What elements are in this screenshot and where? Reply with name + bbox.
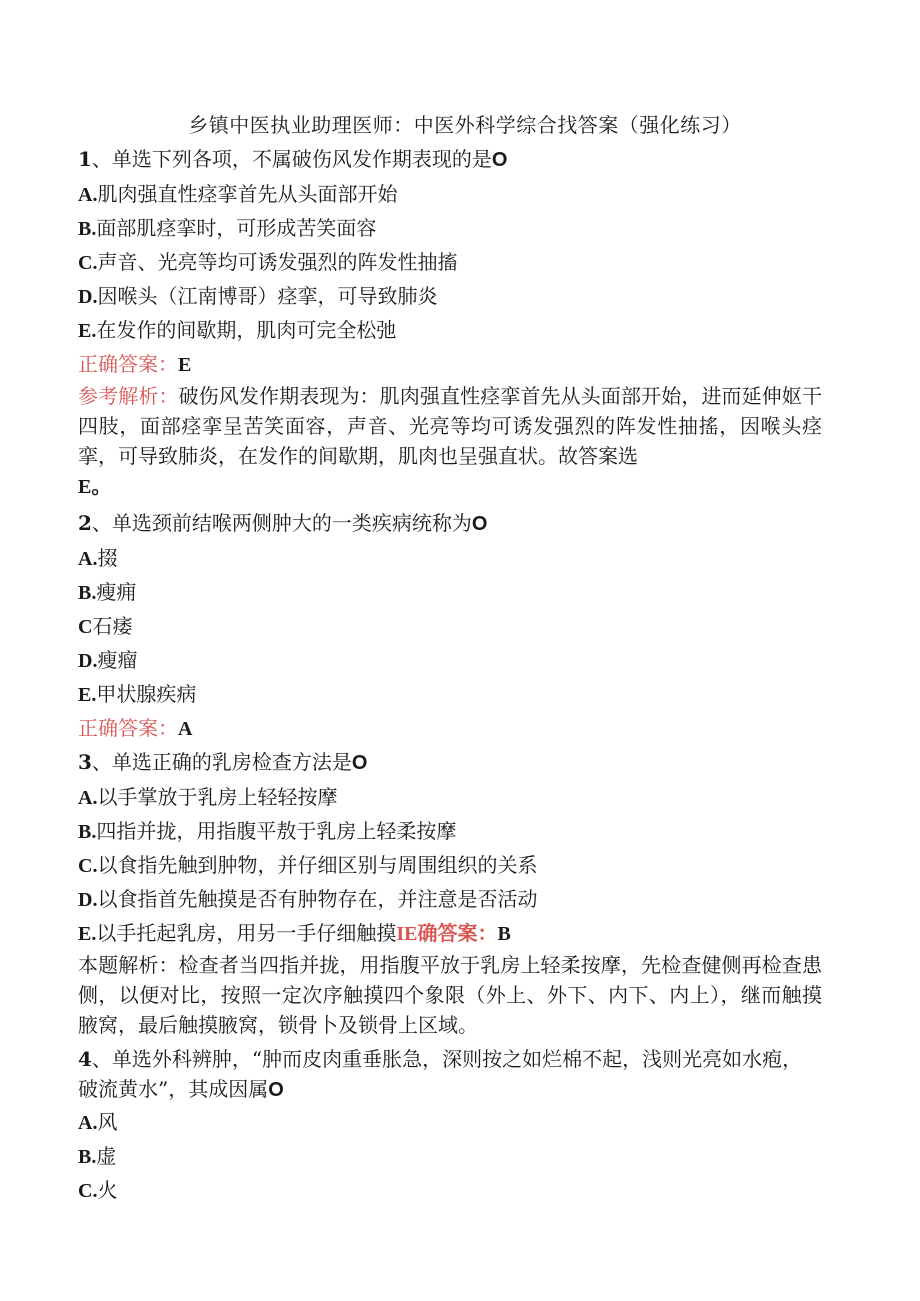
question-stem: [78, 506, 822, 541]
option-text: 肌肉强直性痉挛首先从头面部开始: [97, 182, 398, 206]
option-c: [78, 245, 822, 279]
option-text: 瘦瘤: [97, 648, 138, 672]
option-b: [78, 575, 822, 609]
option-letter: B.: [78, 821, 97, 843]
option-text: 以手掌放于乳房上轻轻按摩: [97, 785, 338, 809]
answer-label: 正确答案：: [78, 352, 178, 376]
option-letter: E.: [78, 923, 97, 945]
question-3: [78, 745, 822, 1040]
option-a: [78, 780, 822, 814]
question-text: 、单选颈前结喉两侧肿大的一类疾病统称为: [91, 511, 472, 535]
option-letter: D.: [78, 286, 98, 308]
option-text: 石痿: [92, 614, 133, 638]
option-letter: A.: [78, 548, 98, 570]
option-text: 以手托起乳房，用另一手仔细触摸: [96, 921, 397, 945]
option-b: [78, 1139, 822, 1173]
answer-label: 正确答案：: [78, 716, 178, 740]
option-letter: C.: [78, 855, 98, 877]
question-stem: [78, 745, 822, 780]
option-text: 在发作的间歇期，肌肉可完全松弛: [96, 318, 397, 342]
option-text: 因喉头（江南博哥）痉挛，可导致肺炎: [97, 284, 438, 308]
question-analysis: 本题解析：检查者当四指并拢，用指腹平放于乳房上轻柔按摩，先检查健侧再检查患侧，以便对比，按照一定次序触摸四个象限（外上、外下、内下、内上），继而触摸腋窝，最后触摸腋窝，锁骨卜及锁骨上区域。: [78, 953, 822, 1037]
option-e: [78, 313, 822, 347]
analysis-text: 破伤风发作期表现为：肌肉强直性痉挛首先从头面部开始，进而延伸妪干四肢，面部痉挛呈苦笑面容，声音、光亮等均可诱发强烈的阵发性抽搖，因喉头痉挛，可导致肺炎，在发作的间歇期，肌肉也呈强直状。故答案选: [78, 384, 823, 468]
question-number: 2: [78, 511, 92, 535]
question-text: 、单选正确的乳房检查方法是: [91, 750, 352, 774]
option-text: 以食指先触到肿物，并仔细区别与周围组织的关系: [97, 853, 538, 877]
question-stem: [78, 142, 822, 177]
option-text: 掇: [97, 546, 118, 570]
analysis-tail: E。: [78, 476, 112, 498]
question-stem: [78, 1044, 822, 1105]
correct-answer: [78, 347, 822, 381]
question-1: [78, 142, 822, 502]
option-a: [78, 541, 822, 575]
option-c: [78, 609, 822, 643]
option-letter: A.: [78, 184, 98, 206]
option-text: 瘦痈: [96, 580, 137, 604]
option-d: [78, 279, 822, 313]
option-e: [78, 916, 822, 950]
question-text: 、单选下列各项，不属破伤风发作期表现的是: [91, 147, 492, 171]
option-a: [78, 177, 822, 211]
option-text: 四指并拢，用指腹平敖于乳房上轻柔按摩: [96, 819, 457, 843]
document-page: [78, 108, 822, 1207]
option-letter: D.: [78, 889, 98, 911]
option-a: [78, 1105, 822, 1139]
option-text: 面部肌痉挛时，可形成苦笑面容: [96, 216, 377, 240]
answer-blank: O: [491, 149, 508, 171]
option-letter: A.: [78, 1112, 98, 1134]
option-text: 甲状腺疾病: [96, 682, 197, 706]
option-letter: E.: [78, 684, 97, 706]
option-c: [78, 1173, 822, 1207]
question-number: 3: [78, 750, 92, 774]
option-letter: A.: [78, 787, 98, 809]
reference-analysis: [78, 381, 822, 502]
answer-blank: O: [471, 513, 488, 535]
option-b: [78, 211, 822, 245]
answer-value: B: [497, 923, 511, 945]
question-4: [78, 1044, 822, 1207]
option-letter: B.: [78, 1146, 97, 1168]
option-text: 以食指首先触摸是否有肿物存在，并注意是否活动: [97, 887, 538, 911]
option-text: 风: [97, 1110, 118, 1134]
option-letter: C.: [78, 1180, 98, 1202]
answer-blank: O: [351, 752, 368, 774]
option-text: 火: [97, 1178, 118, 1202]
option-letter: E.: [78, 320, 97, 342]
option-d: [78, 882, 822, 916]
option-e: [78, 677, 822, 711]
option-text: 虚: [96, 1144, 117, 1168]
option-letter: B.: [78, 218, 97, 240]
option-letter: D.: [78, 650, 98, 672]
question-number: 1: [78, 147, 92, 171]
answer-value: A: [178, 718, 193, 740]
option-d: [78, 643, 822, 677]
option-b: [78, 814, 822, 848]
answer-label: IE确答案：: [396, 923, 498, 945]
question-2: [78, 506, 822, 745]
option-letter: C.: [78, 252, 98, 274]
option-letter: C: [78, 616, 93, 638]
correct-answer: [78, 711, 822, 745]
answer-blank: O: [268, 1079, 284, 1101]
question-text: 、单选外科辨肿，“肿而皮肉重垂胀急，深则按之如烂棉不起，浅则光亮如水疱，破流黄水”，其成因属: [78, 1047, 803, 1101]
question-number: 4: [78, 1047, 92, 1071]
answer-value: E: [178, 354, 192, 376]
option-c: [78, 848, 822, 882]
analysis-label: 参考解析：: [78, 384, 179, 408]
option-letter: B.: [78, 582, 97, 604]
option-text: 声音、光亮等均可诱发强烈的阵发性抽搐: [97, 250, 458, 274]
document-title: 乡镇中医执业助理医师：中医外科学综合找答案（强化练习）: [188, 113, 742, 137]
